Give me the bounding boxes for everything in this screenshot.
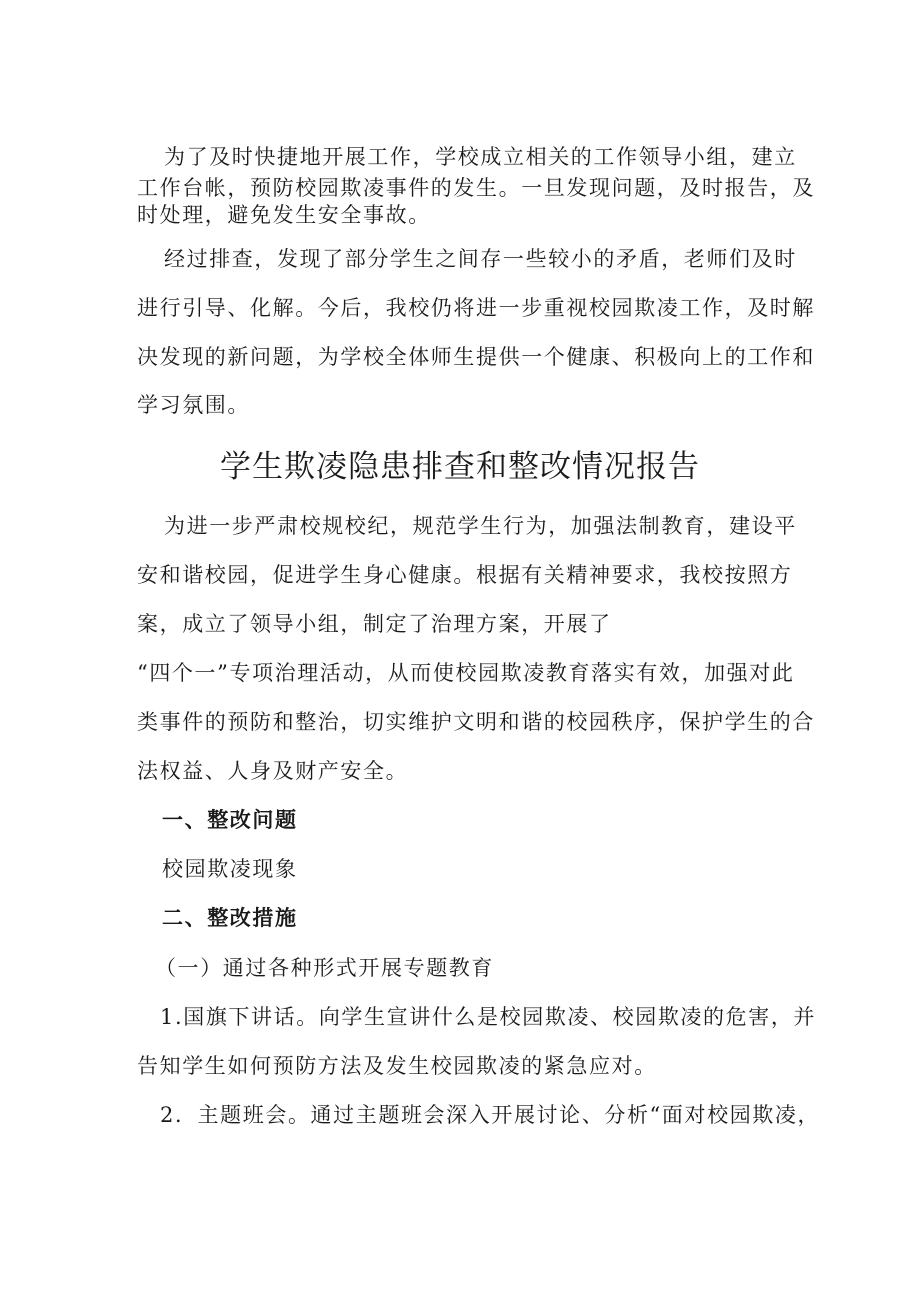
subsection-heading: （一）通过各种形式开展专题教育 <box>155 956 494 980</box>
list-item-line: 2．主题班会。通过主题班会深入开展讨论、分析“面对校园欺凌， <box>160 1103 821 1127</box>
section-text: 校园欺凌现象 <box>162 857 298 881</box>
paragraph-line: 工作台帐，预防校园欺凌事件的发生。一旦发现问题，及时报告，及 <box>137 176 815 200</box>
paragraph-line: 法权益、人身及财产安全。 <box>137 759 409 783</box>
section-heading: 二、整改措施 <box>162 906 298 930</box>
paragraph-line: 时处理，避免发生安全事故。 <box>137 203 431 227</box>
paragraph-line: 经过排查，发现了部分学生之间存一些较小的矛盾，老师们及时 <box>164 247 797 271</box>
paragraph-line: 类事件的预防和整治，切实维护文明和谐的校园秩序，保护学生的合 <box>137 710 815 734</box>
paragraph-line: 为了及时快捷地开展工作，学校成立相关的工作领导小组，建立 <box>164 145 797 169</box>
paragraph-line: 安和谐校园，促进学生身心健康。根据有关精神要求，我校按照方 <box>137 563 793 587</box>
list-item-line: 告知学生如何预防方法及发生校园欺凌的紧急应对。 <box>137 1054 657 1078</box>
paragraph-line: “四个一”专项治理活动，从而使校园欺凌教育落实有效，加强对此 <box>137 661 795 685</box>
paragraph-line: 决发现的新问题，为学校全体师生提供一个健康、积极向上的工作和 <box>137 345 815 369</box>
paragraph-line: 进行引导、化解。今后，我校仍将进一步重视校园欺凌工作，及时解 <box>137 296 815 320</box>
paragraph-line: 为进一步严肃校规校纪，规范学生行为，加强法制教育，建设平 <box>164 514 797 538</box>
paragraph-line: 学习氛围。 <box>137 393 250 417</box>
report-title: 学生欺凌隐患排查和整改情况报告 <box>220 449 700 485</box>
section-heading: 一、整改问题 <box>162 808 298 832</box>
paragraph-line: 案，成立了领导小组，制定了治理方案，开展了 <box>137 612 612 636</box>
list-item-line: 1.国旗下讲话。向学生宣讲什么是校园欺凌、校园欺凌的危害，并 <box>160 1005 817 1029</box>
